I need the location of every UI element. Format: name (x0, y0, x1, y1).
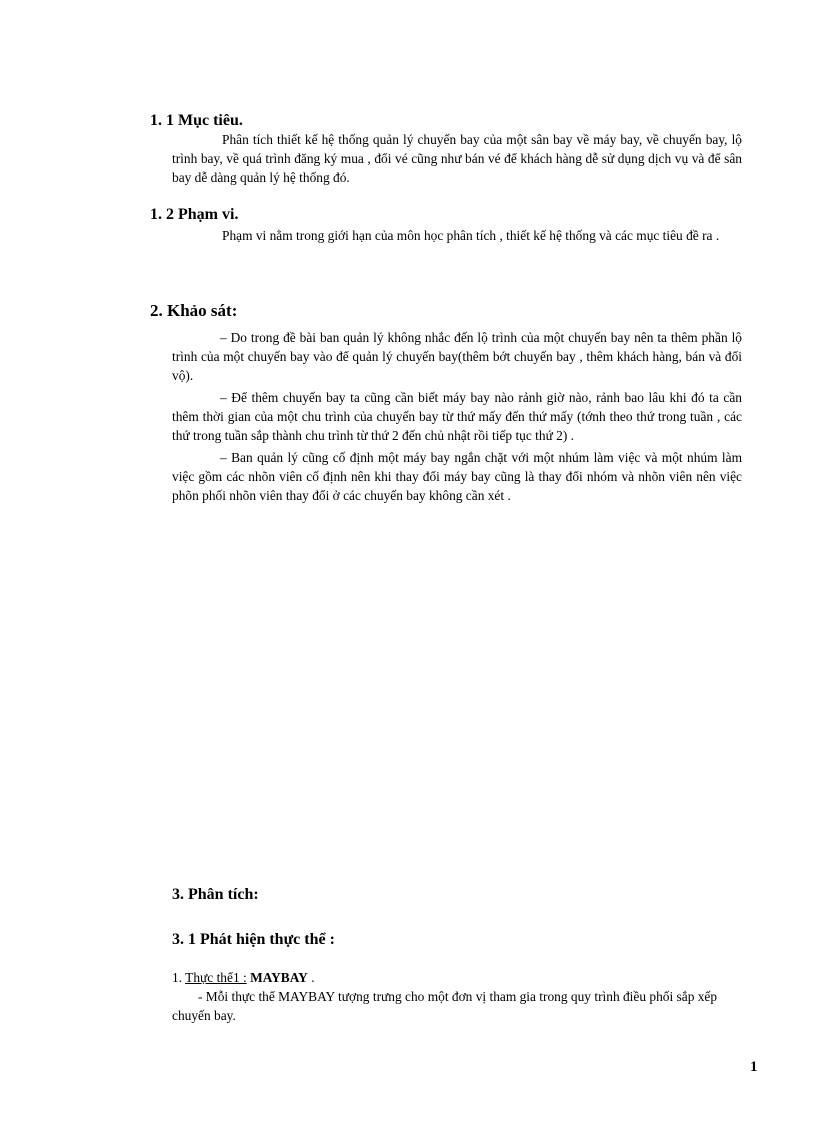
heading-khao-sat: 2. Khảo sát: (150, 301, 238, 320)
heading-pham-vi: 1. 2 Phạm vi. (150, 206, 239, 223)
entity-suffix: . (307, 970, 315, 985)
heading-phan-tich: 3. Phân tích: (172, 886, 259, 903)
entity-description: - Mỗi thực thể MAYBAY tượng trưng cho một đơn vị tham gia trong quy trình điều phối sắp xếp chuyến bay. (172, 989, 718, 1023)
survey-item-3: – Ban quản lý cũng cố định một máy bay ngắn chặt với một nhúm làm việc và một nhúm làm việc gồm các nhõn viên cố định nên khi thay đổi máy bay cũng là thay đổi nhóm và nhõn viên nên việc phõn phối nhõn viên thay đổi ở các chuyến bay không cần xét . (172, 450, 742, 503)
page-number: 1 (750, 1059, 758, 1075)
survey-list (172, 328, 742, 505)
heading-phat-hien-thuc-the: 3. 1 Phát hiện thực thể : (172, 931, 335, 948)
paragraph-muc-tieu: Phân tích thiết kế hệ thống quản lý chuyến bay của một sân bay về máy bay, về chuyến bay, lộ trình bay, về quá trình đăng ký mua , đổi vé cũng như bán vé để khách hàng dễ sử dụng dịch vụ và để sân bay dễ dàng quản lý hệ thống đó. (172, 132, 742, 185)
entity-name: MAYBAY (250, 970, 308, 985)
entity-line (172, 968, 742, 987)
entity-label: Thực thể1 : (185, 970, 247, 985)
survey-item-1: – Do trong đề bài ban quản lý không nhắc đến lộ trình của một chuyến bay nên ta thêm phần lộ trình của một chuyến bay vào để quản lý chuyến bay(thêm bớt chuyến bay , thêm khách hàng, bán và đổi vộ). (172, 330, 742, 383)
paragraph-pham-vi: Phạm vi nằm trong giới hạn của môn học phân tích , thiết kế hệ thống và các mục tiêu đề ra . (222, 228, 720, 243)
entity-prefix: 1. (172, 970, 186, 985)
survey-item-2: – Để thêm chuyến bay ta cũng cần biết máy bay nào rảnh giờ nào, rảnh bao lâu khi đó ta cần thêm thời gian của một chu trình của chuyến bay từ thứ mấy đến thứ mấy (tớnh theo thứ trong tuần , các thứ trong tuần sắp thành chu trình từ thứ 2 đến chủ nhật rồi tiếp tục thứ 2) . (172, 390, 742, 443)
heading-muc-tieu: 1. 1 Mục tiêu. (150, 112, 243, 129)
